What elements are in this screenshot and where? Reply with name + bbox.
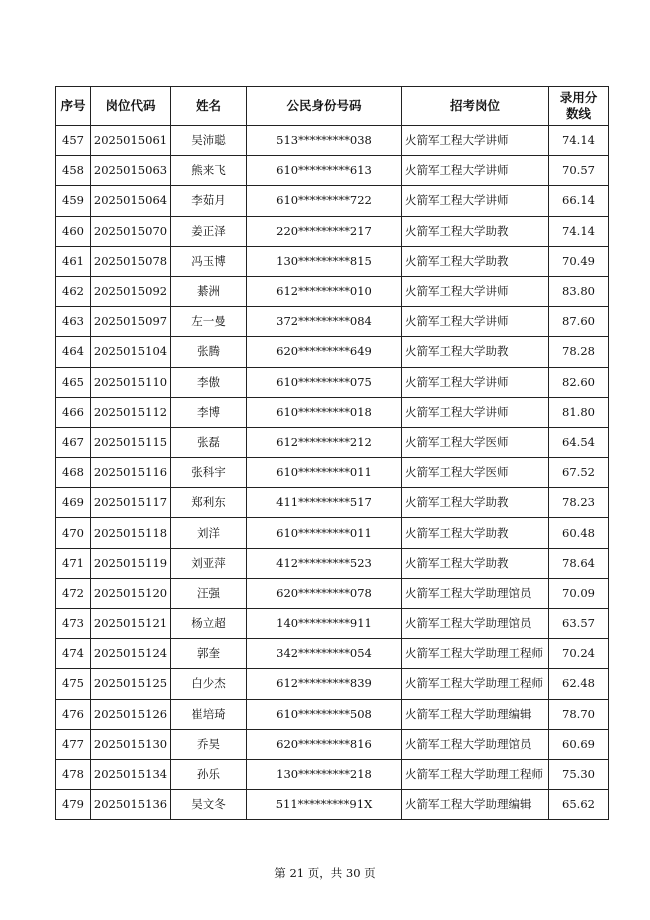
cell-position: 火箭军工程大学助教: [402, 548, 549, 578]
table-row: [56, 699, 609, 729]
cell-score: 63.57: [549, 609, 609, 639]
cell-score: 60.69: [549, 729, 609, 759]
cell-post-code: 2025015136: [91, 790, 171, 820]
cell-post-code: 2025015064: [91, 186, 171, 216]
header-seq: 序号: [56, 87, 91, 126]
cell-seq: 471: [56, 548, 91, 578]
cell-post-code: 2025015120: [91, 578, 171, 608]
cell-seq: 465: [56, 367, 91, 397]
cell-score: 70.24: [549, 639, 609, 669]
cell-position: 火箭军工程大学讲师: [402, 186, 549, 216]
cell-post-code: 2025015063: [91, 156, 171, 186]
cell-post-code: 2025015104: [91, 337, 171, 367]
cell-score: 70.57: [549, 156, 609, 186]
cell-position: 火箭军工程大学助教: [402, 337, 549, 367]
cell-id-number: 610*********613: [247, 156, 402, 186]
table-row: [56, 759, 609, 789]
cell-position: 火箭军工程大学助教: [402, 488, 549, 518]
cell-post-code: 2025015070: [91, 216, 171, 246]
cell-position: 火箭军工程大学助理馆员: [402, 729, 549, 759]
table-row: [56, 246, 609, 276]
table-row: [56, 548, 609, 578]
table-row: [56, 669, 609, 699]
cell-seq: 464: [56, 337, 91, 367]
cell-name: 綦洲: [171, 276, 247, 306]
cell-id-number: 612*********839: [247, 669, 402, 699]
cell-score: 82.60: [549, 367, 609, 397]
table-row: [56, 337, 609, 367]
cell-id-number: 511*********91X: [247, 790, 402, 820]
header-position: 招考岗位: [402, 87, 549, 126]
cell-id-number: 610*********722: [247, 186, 402, 216]
cell-post-code: 2025015121: [91, 609, 171, 639]
cell-position: 火箭军工程大学讲师: [402, 307, 549, 337]
table-row: [56, 397, 609, 427]
cell-post-code: 2025015115: [91, 427, 171, 457]
cell-id-number: 620*********816: [247, 729, 402, 759]
cell-name: 张科宇: [171, 458, 247, 488]
table-header-row: [56, 87, 609, 126]
cell-seq: 462: [56, 276, 91, 306]
table-row: [56, 578, 609, 608]
cell-name: 冯玉博: [171, 246, 247, 276]
cell-post-code: 2025015119: [91, 548, 171, 578]
cell-id-number: 130*********218: [247, 759, 402, 789]
table-row: [56, 307, 609, 337]
cell-score: 65.62: [549, 790, 609, 820]
header-id-number: 公民身份号码: [247, 87, 402, 126]
cell-post-code: 2025015078: [91, 246, 171, 276]
cell-name: 孙乐: [171, 759, 247, 789]
cell-post-code: 2025015112: [91, 397, 171, 427]
header-post-code: 岗位代码: [91, 87, 171, 126]
header-name: 姓名: [171, 87, 247, 126]
cell-seq: 472: [56, 578, 91, 608]
cell-position: 火箭军工程大学讲师: [402, 126, 549, 156]
table-row: [56, 427, 609, 457]
cell-post-code: 2025015117: [91, 488, 171, 518]
cell-id-number: 411*********517: [247, 488, 402, 518]
cell-seq: 470: [56, 518, 91, 548]
cell-name: 郑利东: [171, 488, 247, 518]
cell-name: 刘亚萍: [171, 548, 247, 578]
cell-score: 78.70: [549, 699, 609, 729]
table-row: [56, 126, 609, 156]
cell-post-code: 2025015126: [91, 699, 171, 729]
cell-id-number: 612*********212: [247, 427, 402, 457]
cell-score: 87.60: [549, 307, 609, 337]
cell-post-code: 2025015130: [91, 729, 171, 759]
cell-name: 左一曼: [171, 307, 247, 337]
cell-seq: 478: [56, 759, 91, 789]
cell-seq: 459: [56, 186, 91, 216]
cell-id-number: 610*********011: [247, 458, 402, 488]
table-row: [56, 790, 609, 820]
cell-position: 火箭军工程大学讲师: [402, 397, 549, 427]
cell-position: 火箭军工程大学讲师: [402, 367, 549, 397]
table-row: [56, 216, 609, 246]
cell-score: 66.14: [549, 186, 609, 216]
cell-name: 刘洋: [171, 518, 247, 548]
cell-score: 75.30: [549, 759, 609, 789]
cell-seq: 457: [56, 126, 91, 156]
cell-seq: 463: [56, 307, 91, 337]
cell-score: 62.48: [549, 669, 609, 699]
cell-name: 崔培琦: [171, 699, 247, 729]
cell-score: 78.64: [549, 548, 609, 578]
cell-name: 张磊: [171, 427, 247, 457]
cell-name: 李茹月: [171, 186, 247, 216]
cell-score: 67.52: [549, 458, 609, 488]
cell-position: 火箭军工程大学医师: [402, 427, 549, 457]
cell-score: 83.80: [549, 276, 609, 306]
cell-seq: 476: [56, 699, 91, 729]
admission-table: [55, 86, 609, 820]
cell-post-code: 2025015110: [91, 367, 171, 397]
cell-seq: 467: [56, 427, 91, 457]
cell-seq: 469: [56, 488, 91, 518]
cell-position: 火箭军工程大学助理工程师: [402, 639, 549, 669]
cell-name: 李博: [171, 397, 247, 427]
cell-position: 火箭军工程大学助教: [402, 518, 549, 548]
cell-id-number: 610*********075: [247, 367, 402, 397]
cell-id-number: 620*********078: [247, 578, 402, 608]
header-score-label: 录用分数线: [559, 90, 598, 121]
cell-id-number: 620*********649: [247, 337, 402, 367]
cell-position: 火箭军工程大学助理工程师: [402, 759, 549, 789]
cell-position: 火箭军工程大学讲师: [402, 276, 549, 306]
cell-score: 60.48: [549, 518, 609, 548]
cell-id-number: 610*********018: [247, 397, 402, 427]
table-row: [56, 729, 609, 759]
cell-name: 杨立超: [171, 609, 247, 639]
page-number: 第 21 页，共 30 页: [274, 866, 376, 880]
cell-position: 火箭军工程大学助理工程师: [402, 669, 549, 699]
cell-post-code: 2025015124: [91, 639, 171, 669]
cell-position: 火箭军工程大学助教: [402, 216, 549, 246]
cell-post-code: 2025015116: [91, 458, 171, 488]
cell-score: 70.09: [549, 578, 609, 608]
cell-name: 吴沛聪: [171, 126, 247, 156]
cell-seq: 466: [56, 397, 91, 427]
cell-id-number: 140*********911: [247, 609, 402, 639]
cell-id-number: 372*********084: [247, 307, 402, 337]
cell-name: 白少杰: [171, 669, 247, 699]
cell-seq: 474: [56, 639, 91, 669]
cell-name: 郭奎: [171, 639, 247, 669]
cell-score: 74.14: [549, 126, 609, 156]
table-row: [56, 276, 609, 306]
cell-seq: 477: [56, 729, 91, 759]
cell-post-code: 2025015118: [91, 518, 171, 548]
table-row: [56, 367, 609, 397]
cell-id-number: 342*********054: [247, 639, 402, 669]
cell-seq: 475: [56, 669, 91, 699]
cell-position: 火箭军工程大学助理编辑: [402, 790, 549, 820]
cell-name: 李傲: [171, 367, 247, 397]
cell-seq: 468: [56, 458, 91, 488]
cell-id-number: 610*********508: [247, 699, 402, 729]
cell-id-number: 220*********217: [247, 216, 402, 246]
table-row: [56, 458, 609, 488]
cell-position: 火箭军工程大学助理馆员: [402, 609, 549, 639]
cell-id-number: 513*********038: [247, 126, 402, 156]
cell-position: 火箭军工程大学助理编辑: [402, 699, 549, 729]
cell-post-code: 2025015061: [91, 126, 171, 156]
cell-name: 吴文冬: [171, 790, 247, 820]
cell-score: 78.28: [549, 337, 609, 367]
cell-name: 姜正泽: [171, 216, 247, 246]
cell-position: 火箭军工程大学讲师: [402, 156, 549, 186]
cell-score: 74.14: [549, 216, 609, 246]
table-row: [56, 156, 609, 186]
cell-position: 火箭军工程大学助教: [402, 246, 549, 276]
cell-name: 张腾: [171, 337, 247, 367]
table-row: [56, 609, 609, 639]
cell-score: 64.54: [549, 427, 609, 457]
cell-score: 81.80: [549, 397, 609, 427]
cell-post-code: 2025015134: [91, 759, 171, 789]
cell-id-number: 130*********815: [247, 246, 402, 276]
cell-seq: 460: [56, 216, 91, 246]
cell-post-code: 2025015097: [91, 307, 171, 337]
cell-name: 乔昊: [171, 729, 247, 759]
cell-post-code: 2025015125: [91, 669, 171, 699]
cell-name: 汪强: [171, 578, 247, 608]
cell-post-code: 2025015092: [91, 276, 171, 306]
cell-position: 火箭军工程大学助理馆员: [402, 578, 549, 608]
table-row: [56, 186, 609, 216]
cell-id-number: 412*********523: [247, 548, 402, 578]
table-row: [56, 488, 609, 518]
cell-name: 熊来飞: [171, 156, 247, 186]
table-row: [56, 518, 609, 548]
cell-seq: 458: [56, 156, 91, 186]
header-score: [549, 87, 609, 126]
cell-position: 火箭军工程大学医师: [402, 458, 549, 488]
cell-id-number: 610*********011: [247, 518, 402, 548]
cell-seq: 461: [56, 246, 91, 276]
cell-seq: 473: [56, 609, 91, 639]
cell-score: 70.49: [549, 246, 609, 276]
cell-score: 78.23: [549, 488, 609, 518]
cell-id-number: 612*********010: [247, 276, 402, 306]
cell-seq: 479: [56, 790, 91, 820]
table-row: [56, 639, 609, 669]
